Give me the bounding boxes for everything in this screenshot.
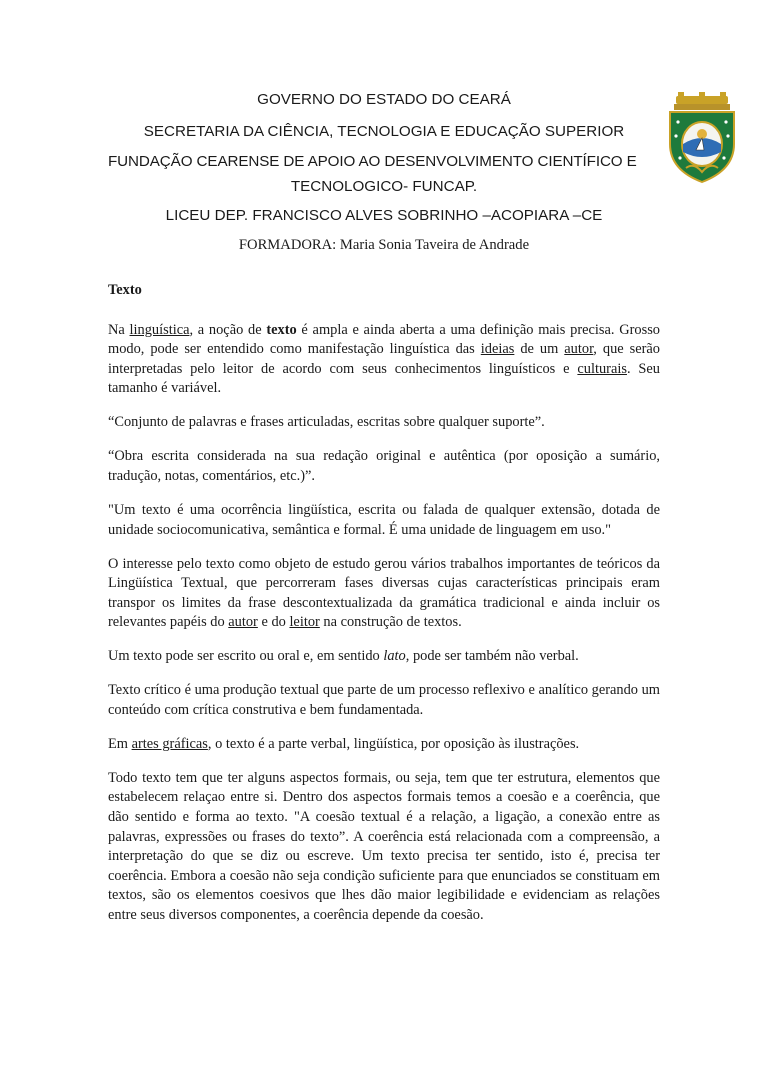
paragraph-interest xyxy=(108,555,660,633)
link-ideias[interactable]: ideias xyxy=(480,341,515,358)
paragraph-quote-3: "Um texto é uma ocorrência lingüística, escrita ou falada de qualquer extensão, dotada de unidade sociocomunicativa, semântica e formal. É uma unidade de linguagem em uso." xyxy=(108,501,660,538)
link-linguistica[interactable]: linguística xyxy=(129,321,190,338)
document-body xyxy=(108,281,660,926)
text-run: O interesse pelo texto como objeto de estudo gerou vários trabalhos importantes de teóricos da Lingüística Textual, que percorreram fases diversas cujas características principais eram transpor os limites da frase descontextualizada da gramática tradicional e ainda incluir os relevantes papéis do xyxy=(108,555,660,631)
text-run: , a noção de xyxy=(189,321,267,338)
header-foundation-cont: TECNOLOGICO- FUNCAP. xyxy=(290,178,478,195)
link-artes-graficas[interactable]: artes gráficas xyxy=(131,735,208,752)
text-run: , que serão interpretadas pelo leitor de acordo com seus conhecimentos linguísticos e xyxy=(108,341,661,377)
text-run: Um texto pode ser escrito ou oral e, em sentido xyxy=(108,648,384,665)
paragraph-quote-1: “Conjunto de palavras e frases articuladas, escritas sobre qualquer suporte”. xyxy=(108,414,545,431)
text-run: , o texto é a parte verbal, lingüística, por oposição às ilustrações. xyxy=(207,735,580,752)
text-run: de um xyxy=(514,341,565,358)
link-leitor[interactable]: leitor xyxy=(289,614,320,631)
text-run: , pode ser também não verbal. xyxy=(405,648,579,665)
paragraph-cohesion: Todo texto tem que ter alguns aspectos formais, ou seja, tem que ter estrutura, elementos que estabelecem relaçao entre si. Dentro dos aspectos formais temos a coesão e a coerência, que dão sentido e forma ao texto. "A coesão textual é a relação, a ligação, a conexão entre as palavras, expressões ou frases do texto”. A coerência está relacionada com a compreensão, a interpretação do que se diz ou escreve. Um texto precisa ter sentido, isto é, precisa ter coerência. Embora a coesão não seja condição suficiente para que enunciados se constituam em textos, são os elementos coesivos que lhes dão maior legibilidade e evidenciam as relações entre seus diversos componentes, a coerência depende da coesão. xyxy=(108,769,660,923)
text-run: e do xyxy=(257,614,290,631)
header-trainer: FORMADORA: Maria Sonia Taveira de Andrade xyxy=(238,237,530,253)
ceara-coat-of-arms-icon xyxy=(664,92,740,184)
header-foundation: FUNDAÇÃO CEARENSE DE APOIO AO DESENVOLVIMENTO CIENTÍFICO E xyxy=(108,153,637,170)
header-secretariat: SECRETARIA DA CIÊNCIA, TECNOLOGIA E EDUCAÇÃO SUPERIOR xyxy=(143,123,625,140)
header-school: LICEU DEP. FRANCISCO ALVES SOBRINHO –ACOPIARA –CE xyxy=(165,207,603,224)
text-run: Em xyxy=(108,735,132,752)
paragraph-definition xyxy=(108,321,660,399)
link-autor[interactable]: autor xyxy=(564,341,594,358)
paragraph-graphic-arts xyxy=(108,735,660,755)
text-run: na construção de textos. xyxy=(319,614,462,631)
text-run: é ampla e ainda aberta a uma definição mais precisa. Grosso modo, pode ser entendido como manifestação linguística das xyxy=(108,321,660,358)
header-government: GOVERNO DO ESTADO DO CEARÁ xyxy=(257,91,511,108)
paragraph-oral xyxy=(108,647,660,667)
paragraph-critical: Texto crítico é uma produção textual que parte de um processo reflexivo e analítico gerando um conteúdo com crítica construtiva e bem fundamentada. xyxy=(108,682,660,718)
link-culturais[interactable]: culturais xyxy=(577,360,627,377)
bold-term: texto xyxy=(266,321,297,338)
italic-term: lato xyxy=(383,648,406,665)
text-run: Na xyxy=(108,321,130,338)
text-run: . Seu tamanho é variável. xyxy=(108,360,660,397)
link-autor-2[interactable]: autor xyxy=(228,614,258,631)
section-title: Texto xyxy=(108,282,142,298)
paragraph-quote-2: “Obra escrita considerada na sua redação original e autêntica (por oposição a sumário, tradução, notas, comentários, etc.)”. xyxy=(108,448,660,484)
